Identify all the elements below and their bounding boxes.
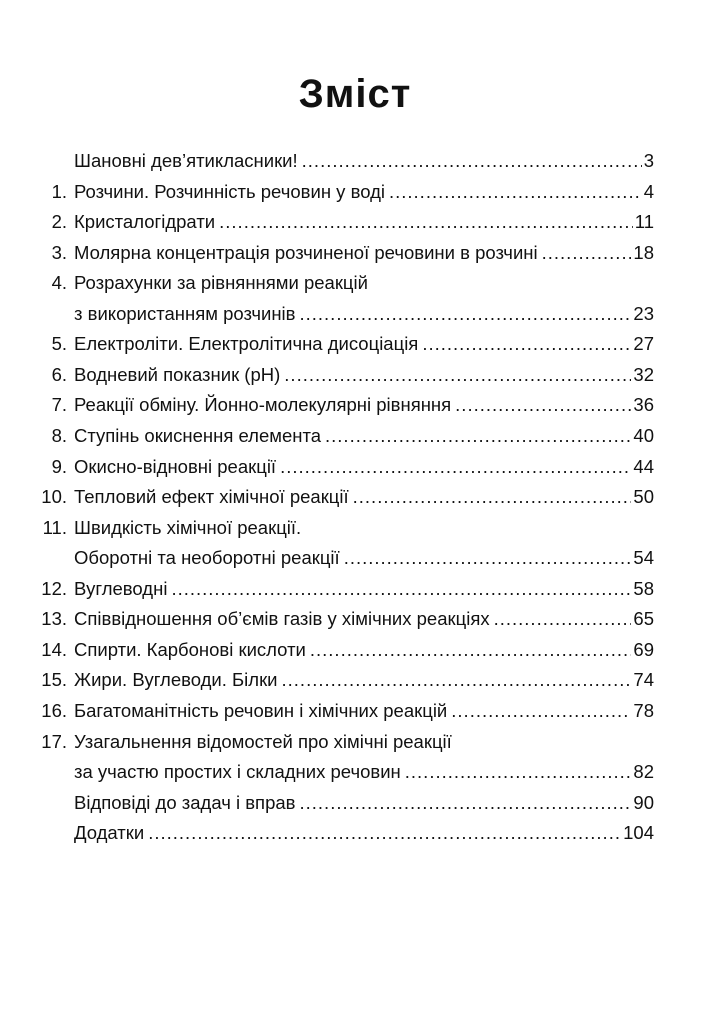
toc-entry-line: [74, 268, 654, 298]
toc-entry: [0, 146, 710, 176]
toc-entry-number: 8.: [51, 424, 67, 446]
toc-entry-line: [74, 574, 654, 604]
toc-entry: [0, 452, 710, 482]
toc-entry-number: 10.: [41, 486, 67, 508]
toc-leader-dots: [542, 238, 632, 268]
toc-entry-title: Молярна концентрація розчиненої речовини в розчині: [74, 241, 538, 263]
page-title: Зміст: [298, 72, 412, 116]
toc-entry-page-number: 78: [633, 699, 654, 721]
toc-leader-dots: [422, 329, 631, 359]
toc-entry-line: [74, 360, 654, 390]
toc-entry-title: Співвідношення об’ємів газів у хімічних реакціях: [74, 608, 490, 630]
toc-entry-title: Розчини. Розчинність речовин у воді: [74, 180, 385, 202]
toc-entry-title: Ступінь окиснення елемента: [74, 424, 322, 446]
toc-entry-page-number: 3: [643, 150, 654, 171]
toc-entry-title: Вуглеводні: [74, 577, 168, 599]
toc-entry-number: 3.: [51, 241, 67, 263]
toc-entry-title: з використанням розчинів: [74, 302, 296, 324]
toc-entry-title: Додатки: [74, 822, 145, 844]
toc-entry: [0, 482, 710, 512]
toc-entry-number: 1.: [51, 180, 67, 202]
toc-entry-title: Тепловий ефект хімічної реакції: [74, 486, 349, 508]
toc-entry: [0, 665, 710, 695]
toc-entry-number: 17.: [41, 730, 67, 752]
toc-entry: [0, 635, 710, 665]
toc-leader-dots: [405, 757, 632, 787]
toc-entry-number: 16.: [41, 699, 67, 721]
toc-entry-number: 2.: [51, 211, 67, 233]
toc-entry-page-number: 27: [633, 333, 654, 355]
toc-entry: [0, 268, 710, 298]
toc-entry-page-number: 4: [643, 180, 654, 202]
toc-entry-line: [74, 177, 654, 207]
toc-entry-line: [74, 604, 654, 634]
toc-entry: [0, 574, 710, 604]
toc-entry-title: Електроліти. Електролітична дисоціація: [74, 333, 419, 355]
toc-entry-number: 11.: [42, 516, 67, 538]
toc-entry-page-number: 40: [633, 424, 654, 446]
toc-entry-title: за участю простих і складних речовин: [74, 761, 401, 782]
toc-leader-dots: [302, 146, 642, 176]
toc-entry: [0, 788, 710, 818]
toc-leader-dots: [282, 665, 632, 695]
toc-entry: [0, 604, 710, 634]
toc-entry-number: 13.: [41, 608, 67, 630]
toc-entry-line: [74, 482, 654, 512]
toc-entry-title: Водневий показник (pH): [74, 363, 281, 385]
toc-leader-dots: [280, 452, 631, 482]
toc-entry: [0, 818, 710, 848]
toc-entry-page-number: 65: [633, 608, 654, 630]
toc-entry-line: [74, 788, 654, 818]
toc-entry: [0, 757, 710, 787]
toc-entry: [0, 513, 710, 543]
toc-leader-dots: [451, 696, 631, 726]
toc-leader-dots: [148, 818, 621, 848]
toc-entry-number: 15.: [41, 669, 67, 691]
toc-entry-line: [74, 665, 654, 695]
toc-entry-title: Розрахунки за рівняннями реакцій: [74, 272, 368, 294]
toc-entry-line: [74, 299, 654, 329]
toc-leader-dots: [284, 360, 631, 390]
toc-entry: [0, 421, 710, 451]
toc-entry-title: Швидкість хімічної реакції.: [74, 516, 302, 538]
toc-leader-dots: [171, 574, 631, 604]
toc-leader-dots: [494, 604, 632, 634]
toc-entry-line: [74, 452, 654, 482]
toc-entry-page-number: 82: [633, 761, 654, 782]
toc-entry-number: 6.: [51, 363, 67, 385]
toc-entry-page-number: 11: [634, 211, 654, 233]
toc-entry-number: 9.: [51, 455, 67, 477]
toc-leader-dots: [219, 207, 633, 237]
toc-entry-line: [74, 727, 654, 757]
toc-entry-title: Багатоманітність речовин і хімічних реакцій: [74, 699, 448, 721]
toc-entry-page-number: 18: [633, 241, 654, 263]
toc-entry-line: [74, 513, 654, 543]
toc-entry-line: [74, 207, 654, 237]
toc-leader-dots: [310, 635, 632, 665]
toc-entry-line: [74, 238, 654, 268]
toc-leader-dots: [325, 421, 631, 451]
toc-entry-line: [74, 421, 654, 451]
toc-entry-title: Оборотні та необоротні реакції: [74, 547, 340, 569]
toc-leader-dots: [353, 482, 632, 512]
toc-leader-dots: [300, 788, 632, 818]
toc-entry-number: 4.: [51, 272, 67, 294]
toc-entry-number: 12.: [41, 577, 67, 599]
toc-entry: [0, 390, 710, 420]
toc-leader-dots: [299, 299, 631, 329]
toc-entry-line: [74, 635, 654, 665]
toc-entry-title: Окисно-відновні реакції: [74, 455, 277, 477]
toc-entry: [0, 238, 710, 268]
toc-entry-line: [74, 329, 654, 359]
toc-leader-dots: [344, 543, 632, 573]
toc-entry-number: 7.: [51, 394, 67, 416]
toc-entry-title: Реакції обміну. Йонно-молекулярні рівняння: [74, 394, 452, 416]
toc-entry-page-number: 69: [633, 638, 654, 660]
toc-entry-page-number: 74: [633, 669, 654, 691]
toc-entry-page-number: 104: [623, 822, 654, 844]
toc-leader-dots: [389, 177, 642, 207]
toc-entry-title: Узагальнення відомостей про хімічні реакції: [74, 730, 452, 752]
toc-entry-title: Шановні дев’ятикласники!: [74, 150, 298, 171]
toc-entry-line: [74, 757, 654, 787]
toc-entry-title: Відповіді до задач і вправ: [74, 791, 296, 813]
toc-entry: [0, 207, 710, 237]
toc-entry: [0, 727, 710, 757]
toc-entry-page-number: 36: [633, 394, 654, 416]
toc-entry: [0, 696, 710, 726]
toc-entry: [0, 543, 710, 573]
toc-entry: [0, 299, 710, 329]
toc-entry-title: Жири. Вуглеводи. Білки: [74, 669, 278, 691]
toc-entry-page-number: 58: [633, 577, 654, 599]
toc-entry-page-number: 32: [633, 363, 654, 385]
toc-entry-title: Спирти. Карбонові кислоти: [74, 638, 306, 660]
toc-entry-number: 14.: [41, 638, 67, 660]
toc-entry-line: [74, 696, 654, 726]
toc-entry-page-number: 23: [633, 302, 654, 324]
toc-entry-page-number: 90: [633, 791, 654, 813]
toc-entry: [0, 177, 710, 207]
toc-entry-line: [74, 818, 654, 848]
toc-entry-page-number: 44: [633, 455, 654, 477]
toc-leader-dots: [455, 390, 631, 420]
toc-entry: [0, 360, 710, 390]
toc-entry-title: Кристалогідрати: [74, 211, 216, 233]
toc-entry-line: [74, 146, 654, 176]
toc-entry-number: 5.: [51, 333, 67, 355]
toc-entry: [0, 329, 710, 359]
toc-entry-page-number: 50: [633, 486, 654, 508]
toc-entry-line: [74, 390, 654, 420]
toc-entry-line: [74, 543, 654, 573]
toc-entry-page-number: 54: [633, 547, 654, 569]
